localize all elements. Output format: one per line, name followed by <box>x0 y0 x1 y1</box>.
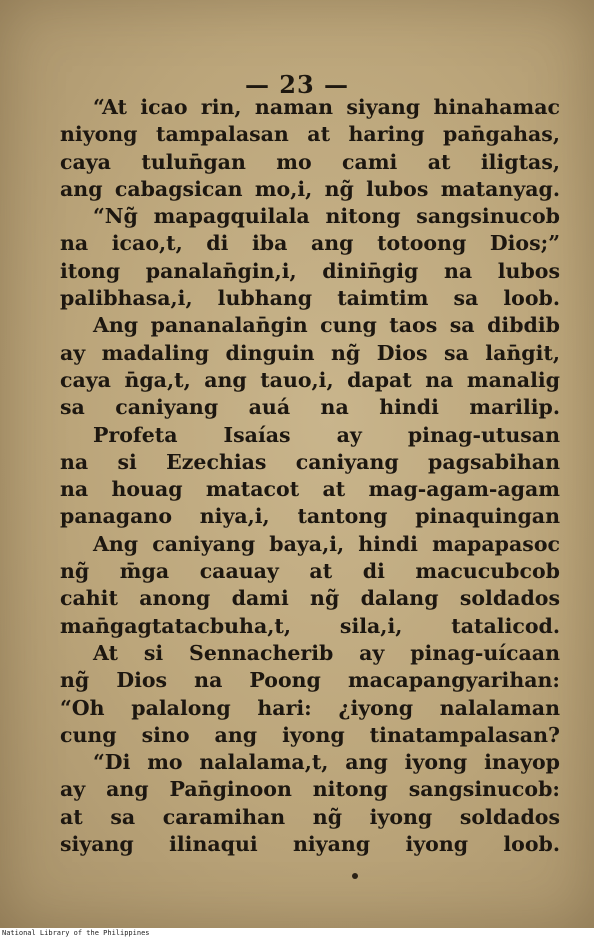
page-number: — 23 — <box>244 70 350 99</box>
text-line: “At icao rin, naman siyang hinahamac <box>93 95 560 119</box>
text-line: Ang pananalan̄gin cung taos sa dibdib <box>93 313 560 338</box>
text-line: ay madaling dinguin ng̃ Dios sa lan̄git, <box>60 340 560 365</box>
text-line: ng̃ m̄ga caauay at di macucubcob <box>60 559 560 584</box>
text-line: Profeta Isaías ay pinag-utusan <box>93 422 560 447</box>
text-line: siyang ilinaqui niyang iyong loob. <box>60 832 560 857</box>
text-line: at sa caramihan ng̃ iyong soldados <box>60 804 560 829</box>
text-line: man̄gagtatacbuha,t, sila,i, tatalicod. <box>60 613 560 638</box>
text-line: na icao,t, di iba ang totoong Dios;” <box>60 231 560 256</box>
text-line: “Oh palalong hari: ¿iyong nalalaman <box>60 695 560 720</box>
text-line: caya n̄ga,t, ang tauo,i, dapat na manalig <box>60 367 560 392</box>
text-line: na si Ezechias caniyang pagsabihan <box>60 449 560 474</box>
text-line: cahit anong dami ng̃ dalang soldados <box>60 586 560 611</box>
text-line: panagano niya,i, tantong pinaquingan <box>60 504 560 529</box>
text-line: palibhasa,i, lubhang taimtim sa loob. <box>60 286 560 311</box>
footer-credit: National Library of the Philippines <box>2 929 150 937</box>
text-line: “Ng̃ mapagquilala nitong sangsinucob <box>93 204 560 229</box>
ink-dot <box>352 873 358 879</box>
text-line: sa caniyang auá na hindi marilip. <box>60 395 560 420</box>
poem-text-block <box>60 94 560 858</box>
text-line: ang cabagsican mo,i, ng̃ lubos matanyag. <box>60 176 560 201</box>
text-line: ng̃ Dios na Poong macapangyarihan: <box>60 668 560 693</box>
text-line: cung sino ang iyong tinatampalasan? <box>60 722 560 747</box>
text-line: na houag matacot at mag-agam-agam <box>60 477 560 502</box>
text-line: itong panalan̄gin,i, dinin̄gig na lubos <box>60 258 560 283</box>
text-line: Ang caniyang baya,i, hindi mapapasoc <box>93 531 560 556</box>
text-line: niyong tampalasan at haring pan̄gahas, <box>60 122 560 147</box>
text-line: “Di mo nalalama,t, ang iyong inayop <box>93 750 560 775</box>
text-line: ay ang Pan̄ginoon nitong sangsinucob: <box>60 777 560 802</box>
text-line: At si Sennacherib ay pinag-uícaan <box>93 640 560 665</box>
text-line: caya tulun̄gan mo cami at iligtas, <box>60 149 560 174</box>
